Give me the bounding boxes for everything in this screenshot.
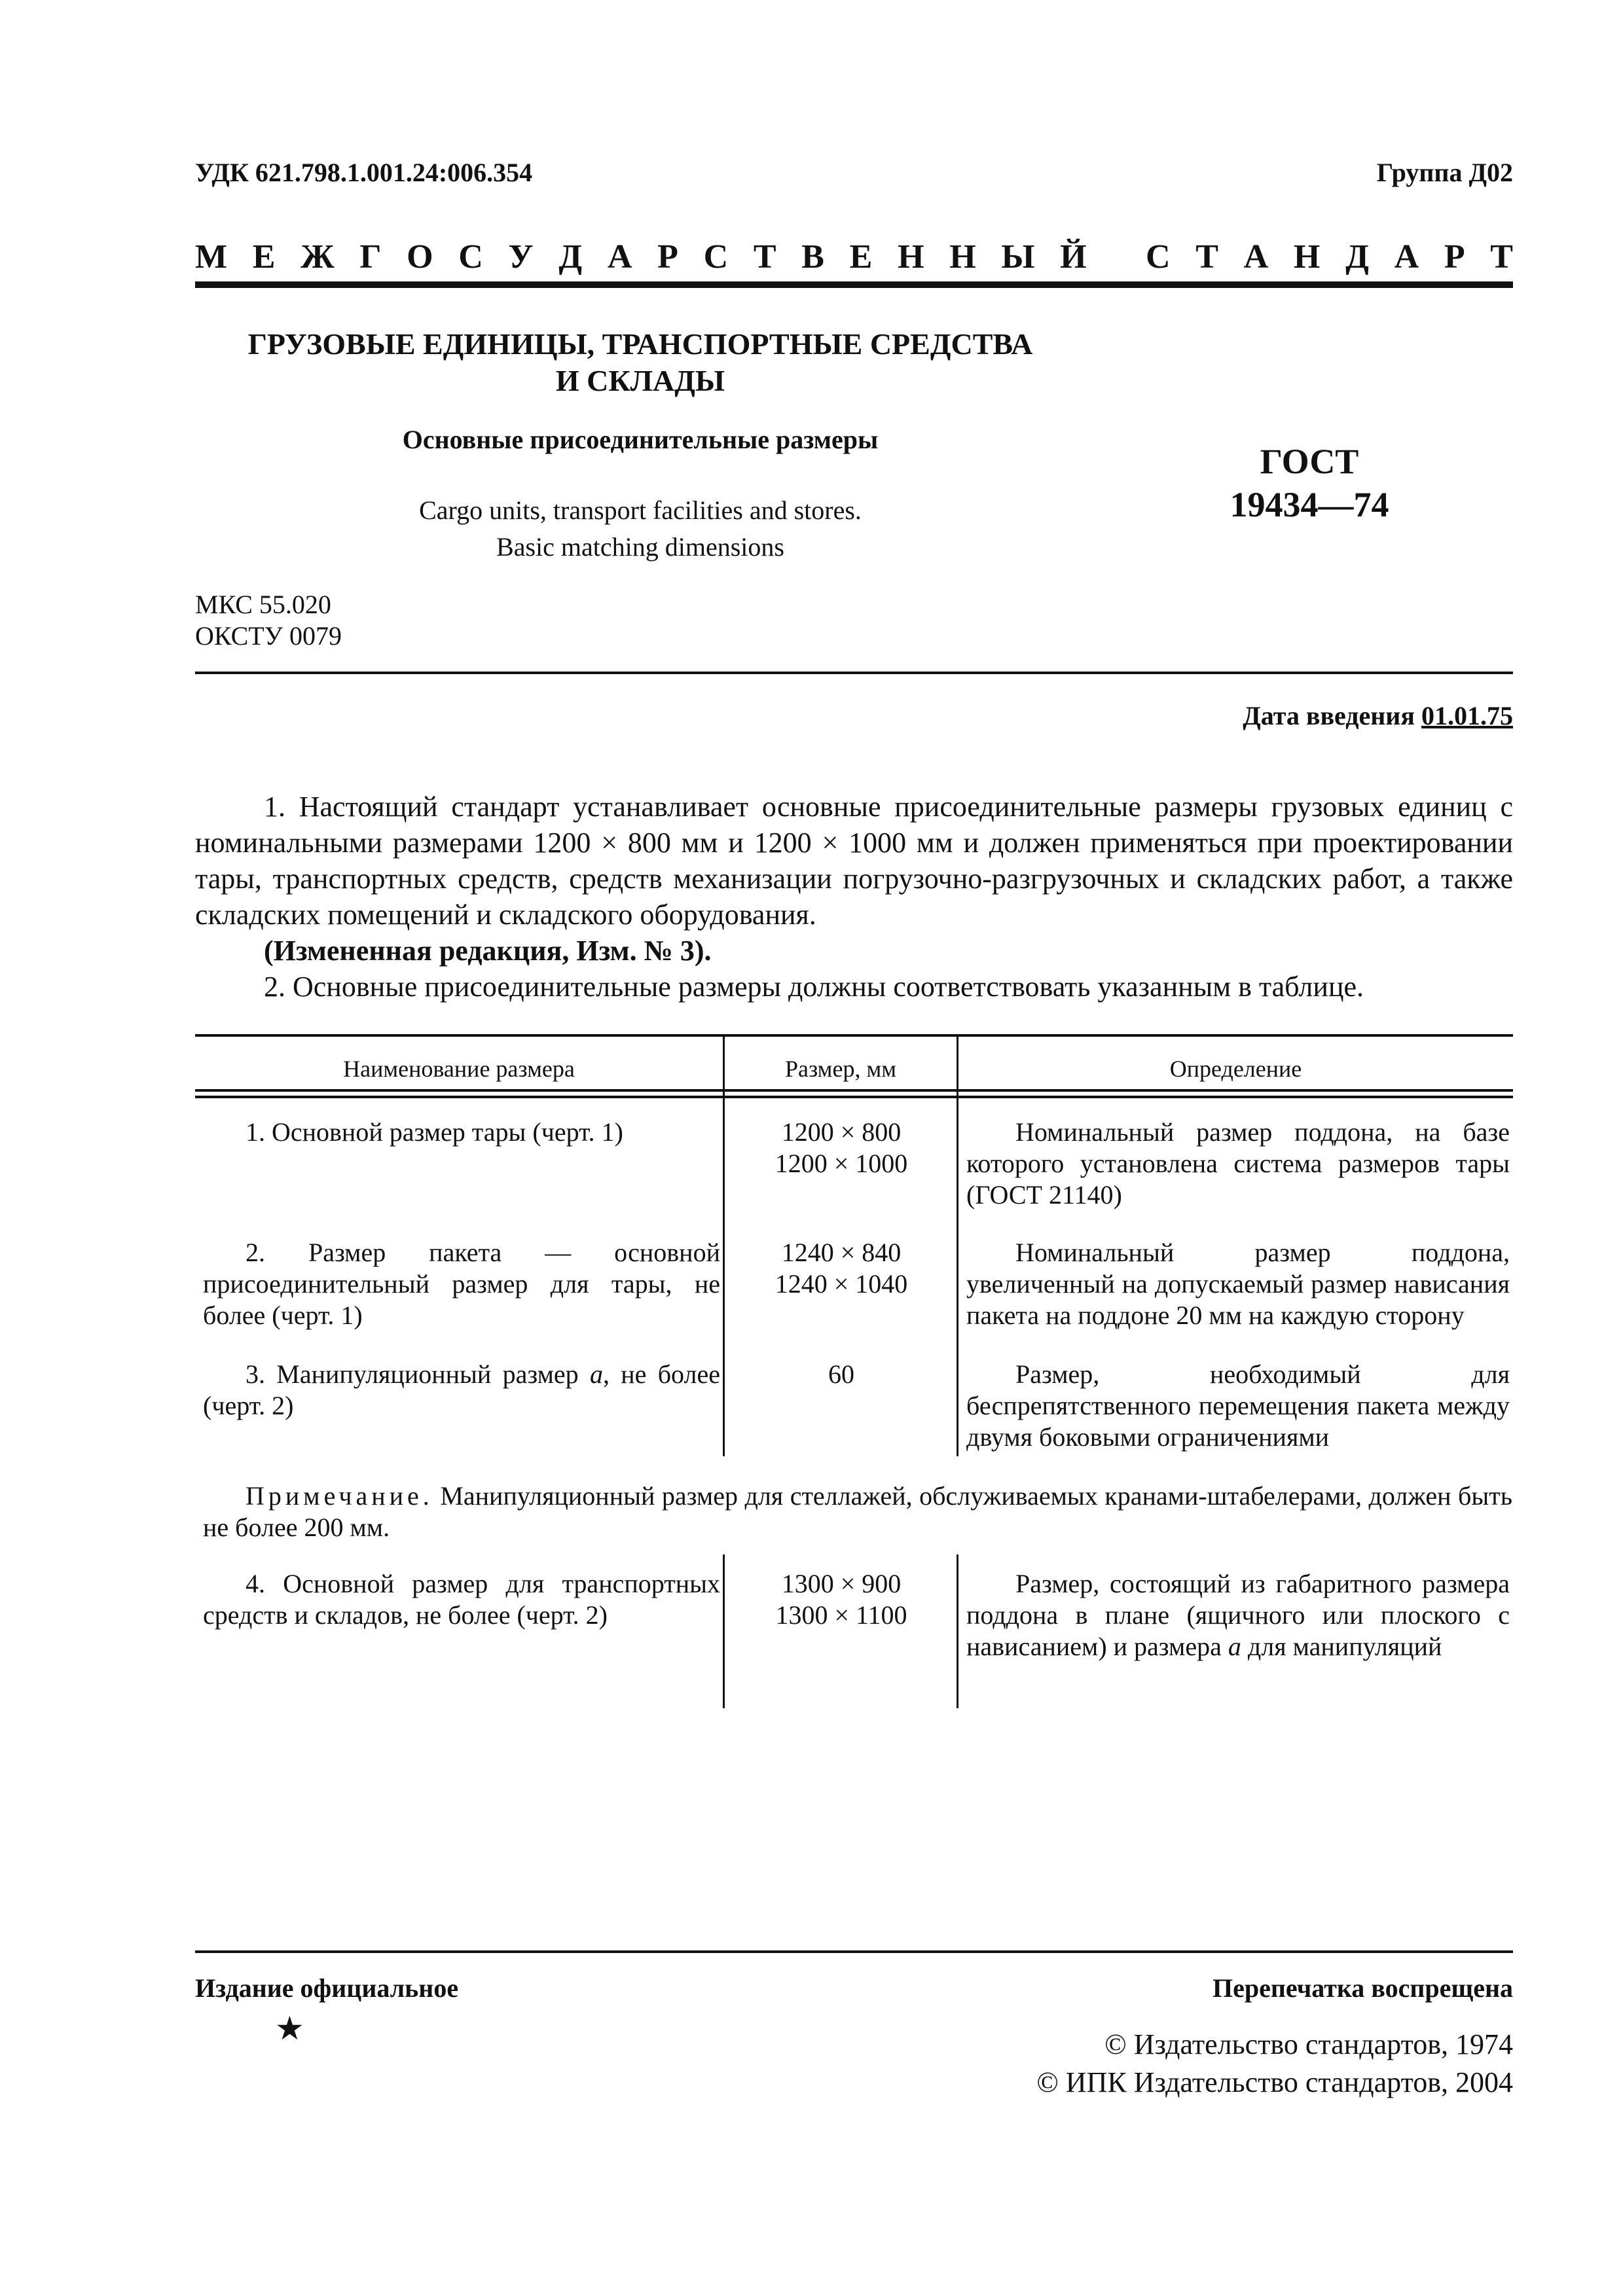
- udk-code: УДК 621.798.1.001.24:006.354: [195, 158, 533, 187]
- interstate-letter: А: [607, 238, 632, 276]
- table-row-4-definition-post: для манипуляций: [1241, 1632, 1442, 1661]
- copyright-1974: © Издательство стандартов, 1974: [1104, 2028, 1513, 2060]
- table-row-2-definition: Номинальный размер поддона, увеличенный на допускаемый размер нависания пакета на поддоне 20 мм на каждую сторону: [966, 1238, 1510, 1330]
- interstate-letter: А: [1243, 238, 1269, 276]
- gost-label: ГОСТ: [1260, 442, 1359, 481]
- interstate-letter: Ж: [301, 238, 335, 276]
- interstate-letter: Н: [949, 238, 976, 276]
- table-row-1-size-2: 1200 × 1000: [775, 1149, 908, 1178]
- table-row-4-name: 4. Основной размер для транспортных средств и складов, не более (черт. 2): [203, 1569, 720, 1630]
- title-line-2: И СКЛАДЫ: [555, 364, 725, 397]
- gost-designation: [1113, 440, 1506, 526]
- interstate-letter: Н: [1293, 238, 1321, 276]
- table-row-2-name: 2. Размер пакета — основной присоединительный размер для тары, не более (черт. 1): [203, 1238, 720, 1330]
- table-row-4-definition-pre: Размер, состоящий из габаритного размера поддона в плане (ящичного или плоского с нависанием) и размера: [966, 1569, 1510, 1661]
- official-edition: Издание официальное: [195, 1973, 459, 2003]
- table-note-label: Примечание.: [246, 1481, 433, 1511]
- introduction-date: [1243, 700, 1513, 731]
- paragraph-2: 2. Основные присоединительные размеры должны соответствовать указанным в таблице.: [264, 971, 1364, 1003]
- table-row-1-size-1: 1200 × 800: [781, 1117, 902, 1147]
- amendment-note: (Измененная редакция, Изм. № 3).: [264, 935, 712, 967]
- reprint-prohibited: Перепечатка воспрещена: [1213, 1973, 1513, 2003]
- interstate-letter: Ы: [1001, 238, 1035, 276]
- interstate-letter: Е: [849, 238, 873, 276]
- table-row-3-name-post: , не более (черт. 2): [203, 1359, 720, 1420]
- mks-code: МКС 55.020: [195, 590, 331, 619]
- introduction-date-value: 01.01.75: [1421, 701, 1513, 730]
- codes-rule: [195, 672, 1513, 674]
- table-header-name: Наименование размера: [343, 1056, 575, 1082]
- interstate-letter: В: [801, 238, 824, 276]
- interstate-letter: М: [195, 238, 228, 276]
- table-top-rule: [195, 1034, 1513, 1037]
- english-title: [195, 492, 1085, 565]
- table-row-4-size-2: 1300 × 1100: [775, 1600, 907, 1630]
- table-row-4-definition: [966, 1568, 1510, 1662]
- footer-rule: [195, 1950, 1513, 1953]
- table-row-4-definition-symbol: а: [1228, 1632, 1241, 1661]
- interstate-letter: О: [407, 238, 433, 276]
- table-row-3-size-1: 60: [828, 1359, 854, 1389]
- english-title-line-1: Cargo units, transport facilities and stores.: [419, 495, 862, 525]
- table-header-rule-1: [195, 1089, 1513, 1092]
- interstate-letter: С: [703, 238, 729, 276]
- table-row-4-size-1: 1300 × 900: [781, 1569, 902, 1598]
- interstate-letter: Т: [1490, 238, 1513, 276]
- paragraph-1: 1. Настоящий стандарт устанавливает основные присоединительные размеры грузовых единиц с номинальными размерами 1200 × 800 мм и 1200 × 1000 мм и должен применяться при проектировании тары, транспортных средств, средств механизации погрузочно-разгрузочных и складских работ, а также складских помещений и складского оборудования.: [195, 791, 1513, 931]
- document-subtitle: Основные присоединительные размеры: [402, 425, 879, 454]
- interstate-letter: Т: [1195, 238, 1218, 276]
- table-header-size: Размер, мм: [784, 1056, 897, 1082]
- interstate-letter: Й: [1060, 238, 1087, 276]
- table-divider-2: [957, 1034, 958, 1456]
- interstate-letter: Д: [558, 238, 583, 276]
- table-row-2-size: [730, 1237, 953, 1300]
- interstate-letter: Р: [1444, 238, 1465, 276]
- table-row-1-name: 1. Основной размер тары (черт. 1): [246, 1117, 623, 1147]
- header-rule: [195, 281, 1513, 288]
- interstate-letter: Е: [252, 238, 276, 276]
- table-row-1-definition: Номинальный размер поддона, на базе которого установлена система размеров тары (ГОСТ 21140): [966, 1117, 1510, 1210]
- interstate-letter: С: [1146, 238, 1171, 276]
- table-row-1-size: [730, 1117, 953, 1179]
- table-row-2-size-2: 1240 × 1040: [775, 1269, 908, 1299]
- interstate-letter: У: [508, 238, 534, 276]
- copyright-2004: © ИПК Издательство стандартов, 2004: [1036, 2066, 1513, 2098]
- interstate-letter: А: [1394, 238, 1419, 276]
- interstate-letter: Д: [1345, 238, 1369, 276]
- okstu-code: ОКСТУ 0079: [195, 621, 342, 651]
- table-divider-1-lower: [723, 1554, 725, 1708]
- table-row-3-definition: Размер, необходимый для беспрепятственного перемещения пакета между двумя боковыми ограничениями: [966, 1359, 1510, 1452]
- table-header-definition: Определение: [1169, 1056, 1302, 1082]
- table-row-3-name-symbol: а: [589, 1359, 603, 1389]
- table-row-3-size: [730, 1359, 953, 1390]
- table-divider-2-lower: [957, 1554, 958, 1708]
- table-note-text: Манипуляционный размер для стеллажей, обслуживаемых кранами-штабелерами, должен быть не более 200 мм.: [203, 1481, 1512, 1542]
- interstate-standard-heading: [195, 237, 1513, 276]
- interstate-letter: Н: [898, 238, 924, 276]
- document-title: [195, 326, 1085, 399]
- english-title-line-2: Basic matching dimensions: [496, 532, 784, 562]
- star-icon: ★: [275, 2010, 304, 2047]
- title-line-1: ГРУЗОВЫЕ ЕДИНИЦЫ, ТРАНСПОРТНЫЕ СРЕДСТВА: [247, 327, 1033, 361]
- interstate-letter: Т: [753, 238, 776, 276]
- interstate-letter: Г: [359, 238, 382, 276]
- interstate-letter: [1112, 238, 1120, 276]
- introduction-date-label: Дата введения: [1243, 701, 1421, 730]
- table-row-4-size: [730, 1568, 953, 1631]
- table-row-3-name: [203, 1359, 720, 1422]
- classification-codes: [195, 589, 342, 652]
- interstate-letter: С: [458, 238, 483, 276]
- interstate-letter: Р: [657, 238, 678, 276]
- table-note: [203, 1480, 1512, 1543]
- gost-number: 19434—74: [1230, 485, 1389, 524]
- group-code: Группа Д02: [1376, 158, 1513, 187]
- table-divider-1: [723, 1034, 725, 1456]
- copyright-block: [1036, 2026, 1513, 2102]
- table-header-rule-2: [195, 1096, 1513, 1098]
- table-row-3-name-pre: 3. Манипуляционный размер: [246, 1359, 590, 1389]
- table-row-2-size-1: 1240 × 840: [781, 1238, 902, 1267]
